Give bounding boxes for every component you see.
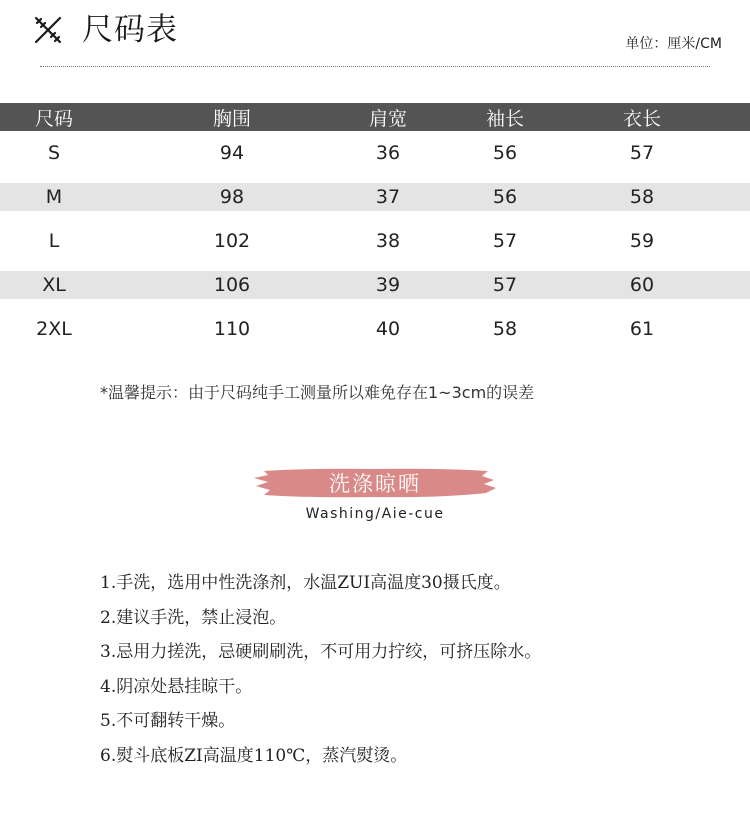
table-row <box>0 307 750 351</box>
cell-shoulder: 36 <box>375 142 401 164</box>
cell-size: S <box>47 142 61 164</box>
header-cell-length: 衣长 <box>622 107 661 130</box>
measurement-tip: *温馨提示：由于尺码纯手工测量所以难免存在1~3cm的误差 <box>100 383 535 402</box>
cell-shoulder: 37 <box>375 186 401 208</box>
cell-sleeve: 57 <box>492 274 518 296</box>
table-header-row <box>0 103 750 131</box>
header-cell-shoulder: 肩宽 <box>368 107 407 130</box>
care-subtitle: Washing/Aie-cue <box>305 506 445 522</box>
cell-shoulder: 40 <box>375 318 401 340</box>
header-cell-sleeve: 袖长 <box>485 107 524 130</box>
dotted-divider <box>40 66 710 67</box>
cell-length: 61 <box>629 318 655 340</box>
table-row <box>0 263 750 307</box>
size-table <box>0 103 750 351</box>
scissors-ruler-icon <box>32 14 64 46</box>
list-item: 1.手洗，选用中性洗涤剂，水温ZUI高温度30摄氏度。 <box>100 573 511 593</box>
cell-chest: 106 <box>213 274 251 296</box>
cell-chest: 98 <box>219 186 245 208</box>
care-instructions <box>100 566 541 773</box>
cell-shoulder: 38 <box>375 230 401 252</box>
table-row <box>0 175 750 219</box>
cell-length: 60 <box>629 274 655 296</box>
cell-chest: 94 <box>219 142 245 164</box>
list-item: 5.不可翻转干燥。 <box>100 711 236 731</box>
list-item: 3.忌用力搓洗，忌硬刷刷洗，不可用力拧绞，可挤压除水。 <box>100 642 542 662</box>
care-title: 洗涤晾晒 <box>329 472 421 496</box>
header-cell-size: 尺码 <box>34 107 73 130</box>
cell-length: 57 <box>629 142 655 164</box>
cell-sleeve: 56 <box>492 186 518 208</box>
page-title: 尺码表 <box>82 12 178 48</box>
header-cell-chest: 胸围 <box>212 107 251 130</box>
table-row <box>0 131 750 175</box>
cell-size: L <box>48 230 60 252</box>
list-item: 6.熨斗底板ZI高温度110℃，蒸汽熨烫。 <box>100 745 408 766</box>
table-row <box>0 219 750 263</box>
cell-sleeve: 57 <box>492 230 518 252</box>
cell-size: XL <box>42 274 66 296</box>
cell-length: 59 <box>629 230 655 252</box>
cell-chest: 102 <box>213 230 251 252</box>
unit-label: 单位：厘米/CM <box>625 36 722 52</box>
list-item: 2.建议手洗，禁止浸泡。 <box>100 607 287 628</box>
cell-length: 58 <box>629 186 655 208</box>
list-item: 4.阴凉处悬挂晾干。 <box>100 676 253 697</box>
cell-shoulder: 39 <box>375 274 401 296</box>
cell-chest: 110 <box>213 318 251 340</box>
cell-sleeve: 56 <box>492 142 518 164</box>
cell-sleeve: 58 <box>492 318 518 340</box>
cell-size: M <box>45 186 63 208</box>
cell-size: 2XL <box>36 318 72 340</box>
care-badge <box>250 466 500 500</box>
